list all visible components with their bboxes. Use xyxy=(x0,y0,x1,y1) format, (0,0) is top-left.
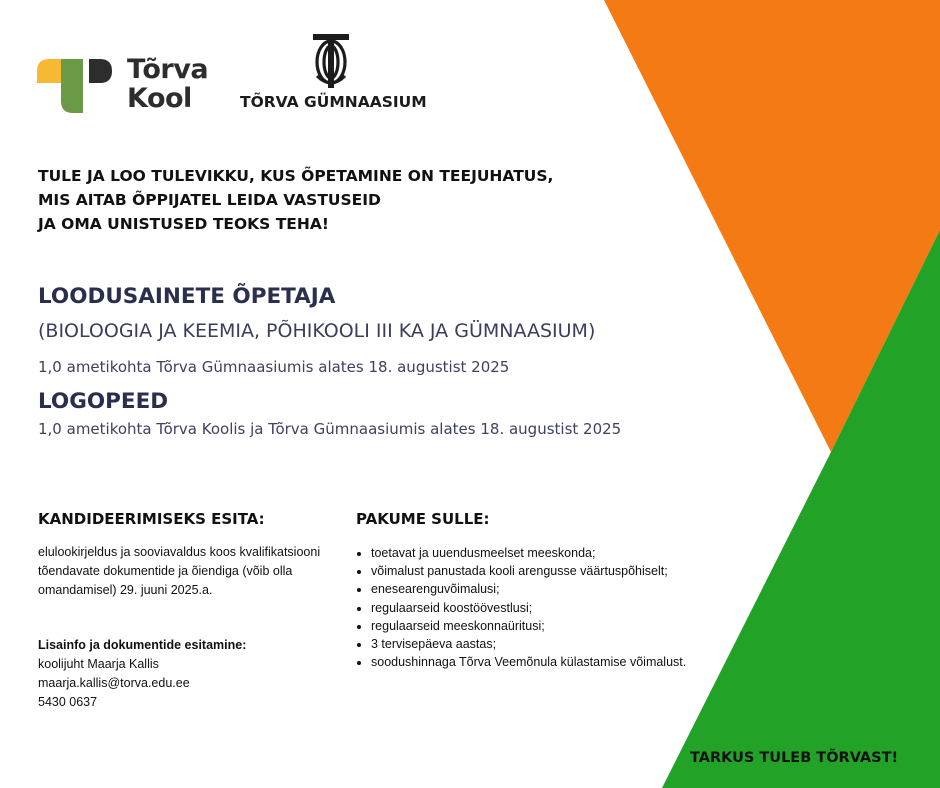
logo-kool-line2: Kool xyxy=(127,83,192,114)
contact-block xyxy=(38,636,348,712)
position-title-science-teacher: LOODUSAINETE ÕPETAJA xyxy=(38,284,336,309)
torva-kool-wordmark xyxy=(127,55,208,113)
apply-text-line: tõendavate dokumentide ja õiendiga (võib olla xyxy=(38,564,293,578)
offer-heading: PAKUME SULLE: xyxy=(356,510,490,528)
slogan xyxy=(38,164,618,236)
contact-name: koolijuht Maarja Kallis xyxy=(38,657,159,671)
offer-item: • toetavat ja uuendusmeelset meeskonda; xyxy=(371,544,751,562)
torva-gymnasium-emblem xyxy=(307,32,357,90)
torva-gymnasium-logo xyxy=(240,32,430,112)
contact-phone: 5430 0637 xyxy=(38,695,98,709)
position-subtitle-science-teacher: (BIOLOOGIA JA KEEMIA, PÕHIKOOLI III KA JA GÜMNAASIUM) xyxy=(38,320,596,342)
apply-text-line: omandamisel) 29. juuni 2025.a. xyxy=(38,583,213,597)
logo-dark-shape xyxy=(89,59,112,83)
slogan-line: JA OMA UNISTUSED TEOKS TEHA! xyxy=(38,215,329,233)
tagline: TARKUS TULEB TÕRVAST! xyxy=(690,750,899,766)
contact-email: maarja.kallis@torva.edu.ee xyxy=(38,676,190,690)
apply-heading: KANDIDEERIMISEKS ESITA: xyxy=(38,510,265,528)
slogan-line: TULE JA LOO TULEVIKKU, KUS ÕPETAMINE ON TEEJUHATUS, xyxy=(38,167,554,185)
logo-kool-line1: Tõrva xyxy=(127,54,209,85)
torva-kool-logo-mark xyxy=(37,55,117,117)
contact-heading: Lisainfo ja dokumentide esitamine: xyxy=(38,638,247,652)
offer-item: • soodushinnaga Tõrva Veemõnula külastamise võimalust. xyxy=(371,653,751,671)
apply-text-line: elulookirjeldus ja sooviavaldus koos kvalifikatsiooni xyxy=(38,545,321,559)
offer-list xyxy=(356,544,751,671)
position-title-speech-therapist: LOGOPEED xyxy=(38,389,169,414)
offer-item: • võimalust panustada kooli arengusse väärtuspõhiselt; xyxy=(371,562,751,580)
gymnasium-name: TÕRVA GÜMNAASIUM xyxy=(240,93,427,111)
offer-item: • regulaarseid meeskonnaüritusi; xyxy=(371,617,751,635)
torva-kool-logo xyxy=(37,55,217,117)
offer-item: • regulaarseid koostöövestlusi; xyxy=(371,599,751,617)
slogan-line: MIS AITAB ÕPPIJATEL LEIDA VASTUSEID xyxy=(38,191,381,209)
position-detail-science-teacher: 1,0 ametikohta Tõrva Gümnaasiumis alates 18. augustist 2025 xyxy=(38,358,510,376)
logo-green-shape xyxy=(61,59,83,113)
position-detail-speech-therapist: 1,0 ametikohta Tõrva Koolis ja Tõrva Gümnaasiumis alates 18. augustist 2025 xyxy=(38,420,622,438)
apply-text xyxy=(38,543,348,600)
offer-item: • enesearenguvõimalusi; xyxy=(371,580,751,598)
offer-item: • 3 tervisepäeva aastas; xyxy=(371,635,751,653)
